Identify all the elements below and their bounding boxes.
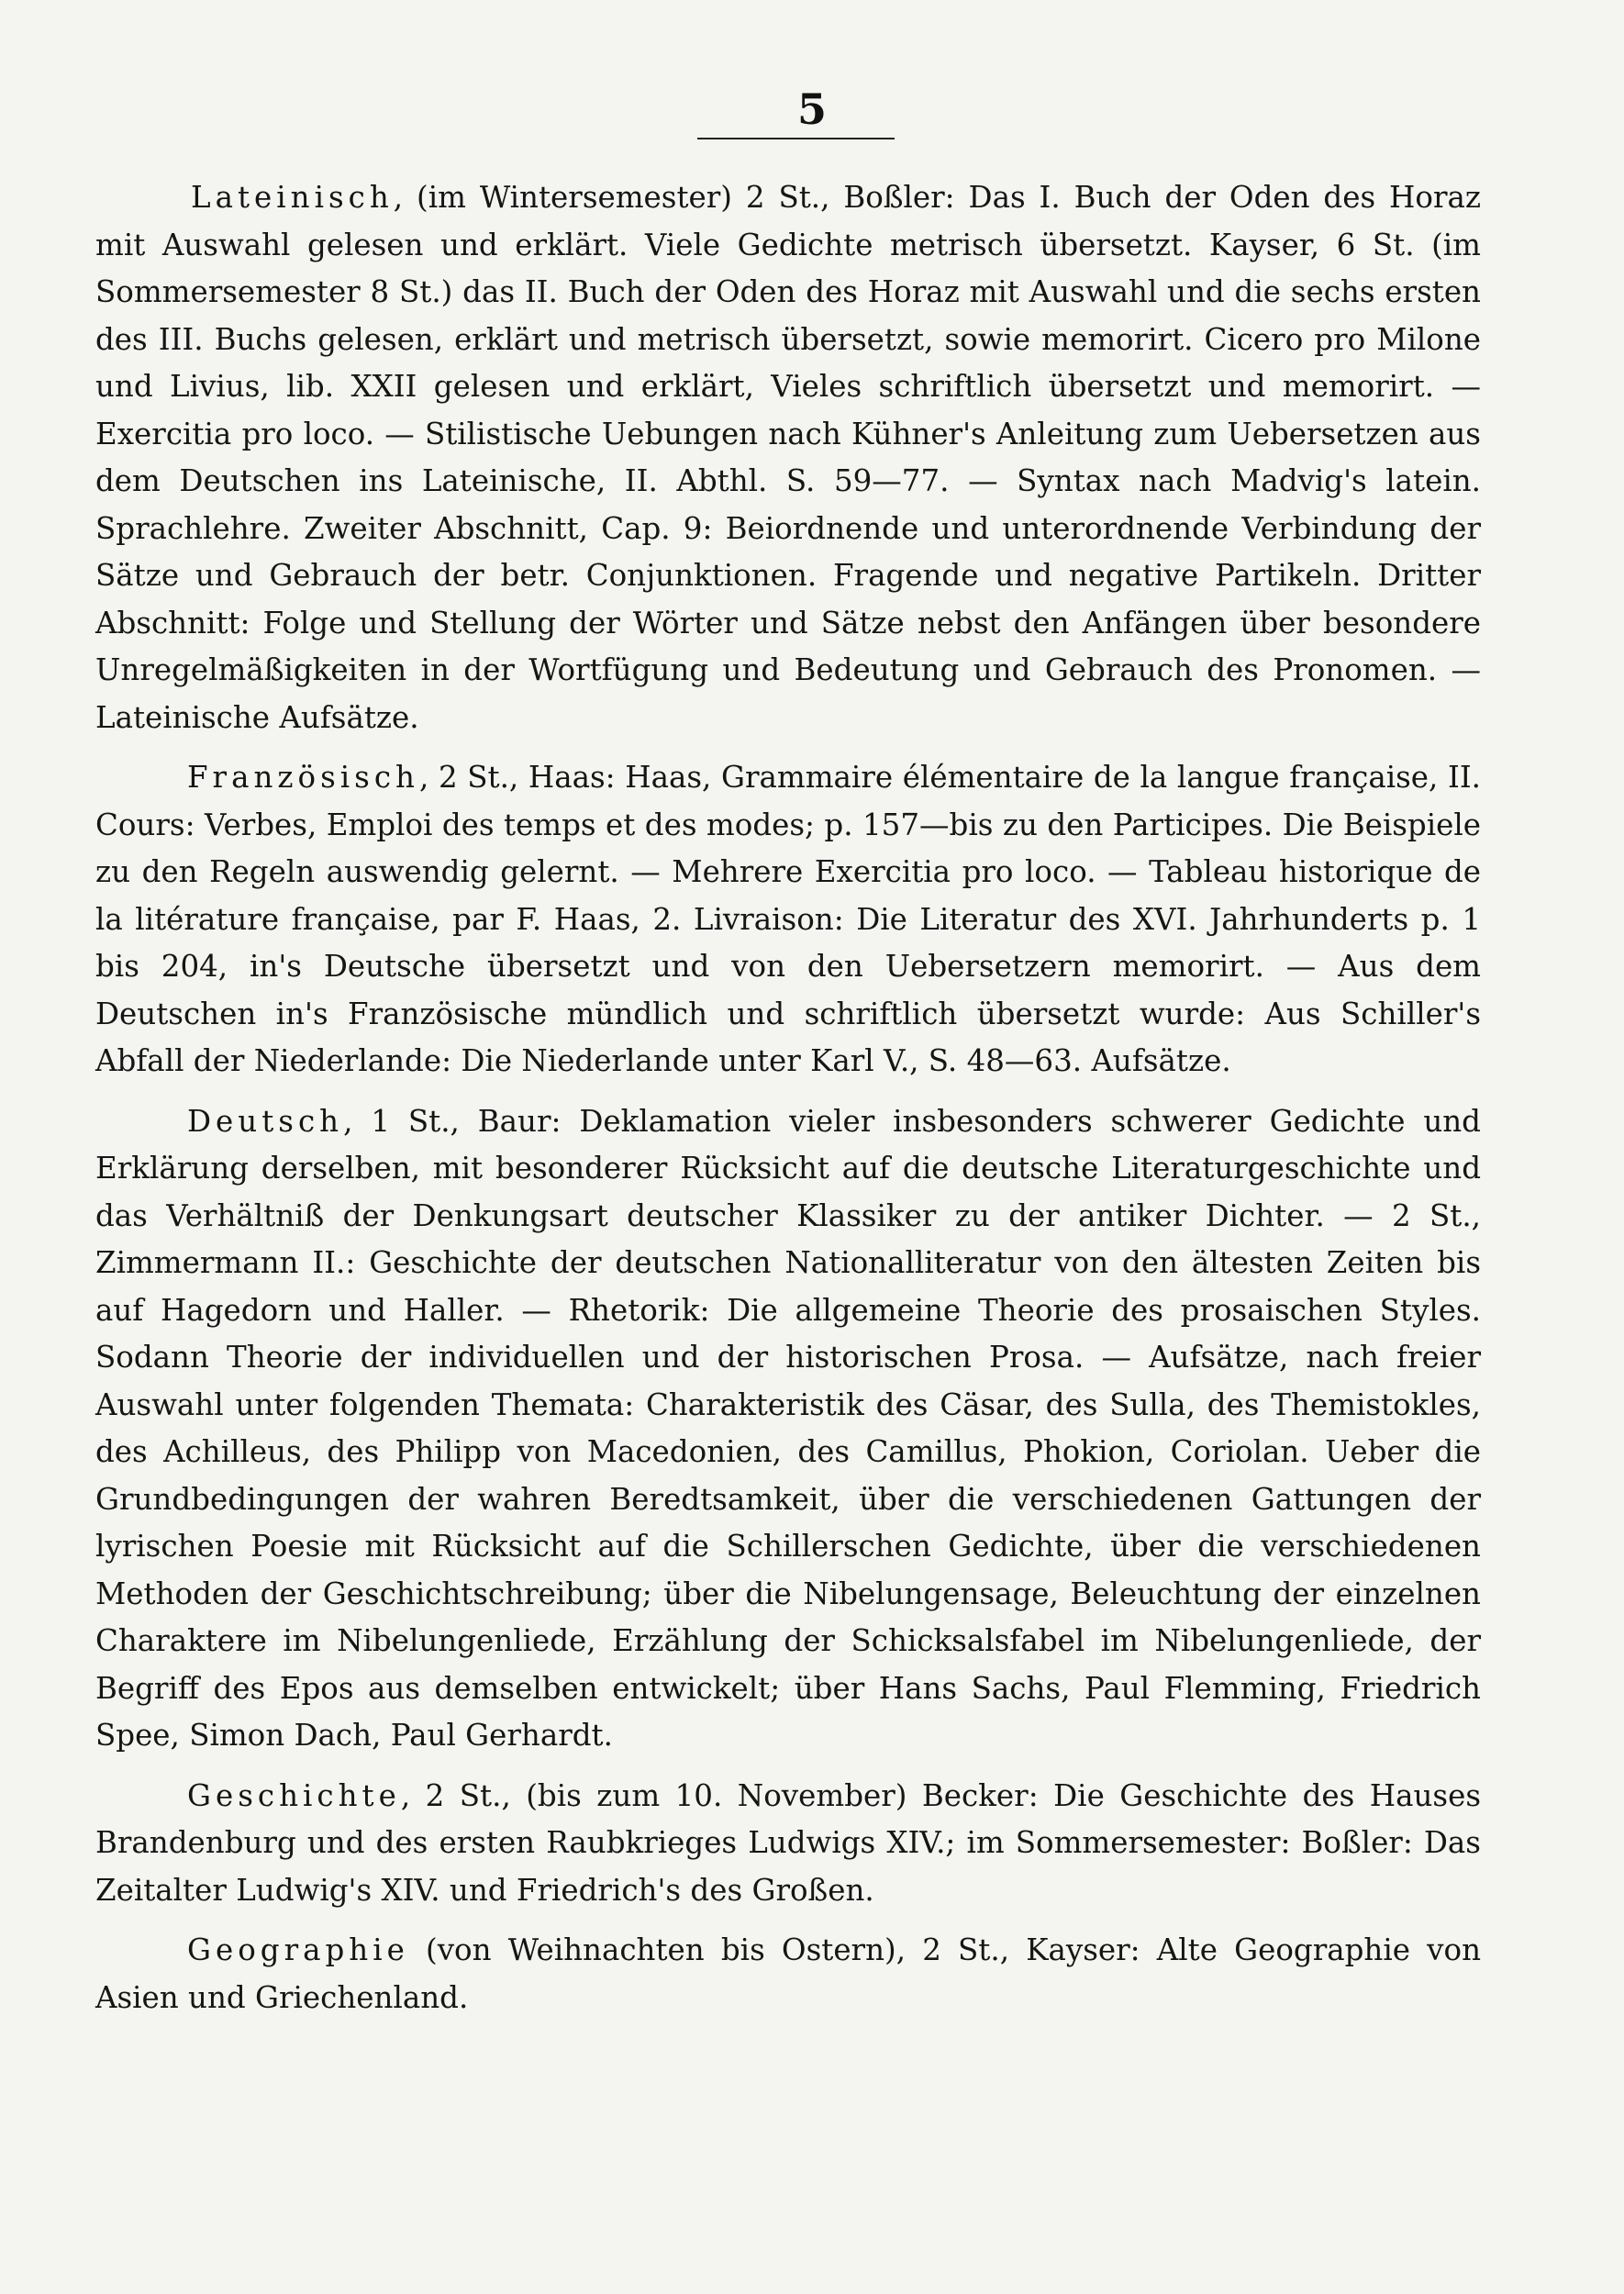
section-text: , 1 St., Baur: Deklamation vieler insbesonders schwerer Gedichte und Erklärung derselben, mit besonderer Rücksicht auf die deutsche Literaturgeschichte und das Verhältniß der Denkungsart deutscher Klassiker zu der antiker Dichter. — 2 St., Zimmermann II.: Geschichte der deutschen Nationalliteratur von den ältesten Zeiten bis auf Hagedorn und Haller. — Rhetorik: Die allgemeine Theorie des prosaischen Styles. Sodann Theorie der individuellen und der historischen Prosa. — Aufsätze, nach freier Auswahl unter folgenden Themata: Charakteristik des Cäsar, des Sulla, des Themistokles, des Achilleus, des Philipp von Macedonien, des Camillus, Phokion, Coriolan. Ueber die Grundbedingungen der wahren Beredtsamkeit, über die verschiedenen Gattungen der lyrischen Poesie mit Rücksicht auf die Schillerschen Gedichte, über die verschiedenen Methoden der Geschichtschreibung; über die Nibelungensage, Beleuchtung der einzelnen Charaktere im Nibelungenliede, Erzählung der Schicksalsfabel im Nibelungenliede, der Begriff des Epos aus demselben entwickelt; über Hans Sachs, Paul Flemming, Friedrich Spee, Simon Dach, Paul Gerhardt.: [95, 1103, 1481, 1753]
section-text: , 2 St., (bis zum 10. November) Becker: Die Geschichte des Hauses Brandenburg und des ersten Raubkrieges Ludwigs XIV.; im Sommersemester: Boßler: Das Zeitalter Ludwig's XIV. und Friedrich's des Großen.: [95, 1777, 1481, 1908]
section-history: [95, 1773, 1481, 1915]
subject-heading: Geschichte: [187, 1777, 401, 1813]
section-text: , (im Wintersemester) 2 St., Boßler: Das I. Buch der Oden des Horaz mit Auswahl gelesen und erklärt. Viele Gedichte metrisch übersetzt. Kayser, 6 St. (im Sommersemester 8 St.) das II. Buch der Oden des Horaz mit Auswahl und die sechs ersten des III. Buchs gelesen, erklärt und metrisch übersetzt, sowie memorirt. Cicero pro Milone und Livius, lib. XXII gelesen und erklärt, Vieles schriftlich übersetzt und memorirt. — Exercitia pro loco. — Stilistische Uebungen nach Kühner's Anleitung zum Uebersetzen aus dem Deutschen ins Lateinische, II. Abthl. S. 59—77. — Syntax nach Madvig's latein. Sprachlehre. Zweiter Abschnitt, Cap. 9: Beiordnende und unterordnende Verbindung der Sätze und Gebrauch der betr. Conjunktionen. Fragende und negative Partikeln. Dritter Abschnitt: Folge und Stellung der Wörter und Sätze nebst den Anfängen über besondere Unregelmäßigkeiten in der Wortfügung und Bedeutung und Gebrauch des Pronomen. — Lateinische Aufsätze.: [95, 180, 1481, 735]
subject-heading: Lateinisch: [191, 180, 394, 215]
page-number: 5: [796, 84, 827, 134]
document-body: [95, 174, 1481, 2034]
section-text: (von Weihnachten bis Ostern), 2 St., Kayser: Alte Geographie von Asien und Griechenland.: [95, 1932, 1481, 2015]
section-geography: [95, 1927, 1481, 2021]
subject-heading: Deutsch: [187, 1103, 344, 1139]
section-latin: [95, 174, 1481, 741]
subject-heading: Französisch: [187, 760, 419, 795]
page-number-rule: [697, 138, 895, 139]
section-german: [95, 1098, 1481, 1760]
subject-heading: Geographie: [187, 1932, 409, 1967]
section-text: , 2 St., Haas: Haas, Grammaire élémentaire de la langue française, II. Cours: Verbes, Emploi des temps et des modes; p. 157—bis zu den Participes. Die Beispiele zu den Regeln auswendig gelernt. — Mehrere Exercitia pro loco. — Tableau historique de la litérature française, par F. Haas, 2. Livraison: Die Literatur des XVI. Jahrhunderts p. 1 bis 204, in's Deutsche übersetzt und von den Uebersetzern memorirt. — Aus dem Deutschen in's Französische mündlich und schriftlich übersetzt wurde: Aus Schiller's Abfall der Niederlande: Die Niederlande unter Karl V., S. 48—63. Aufsätze.: [95, 760, 1481, 1078]
section-french: [95, 754, 1481, 1086]
